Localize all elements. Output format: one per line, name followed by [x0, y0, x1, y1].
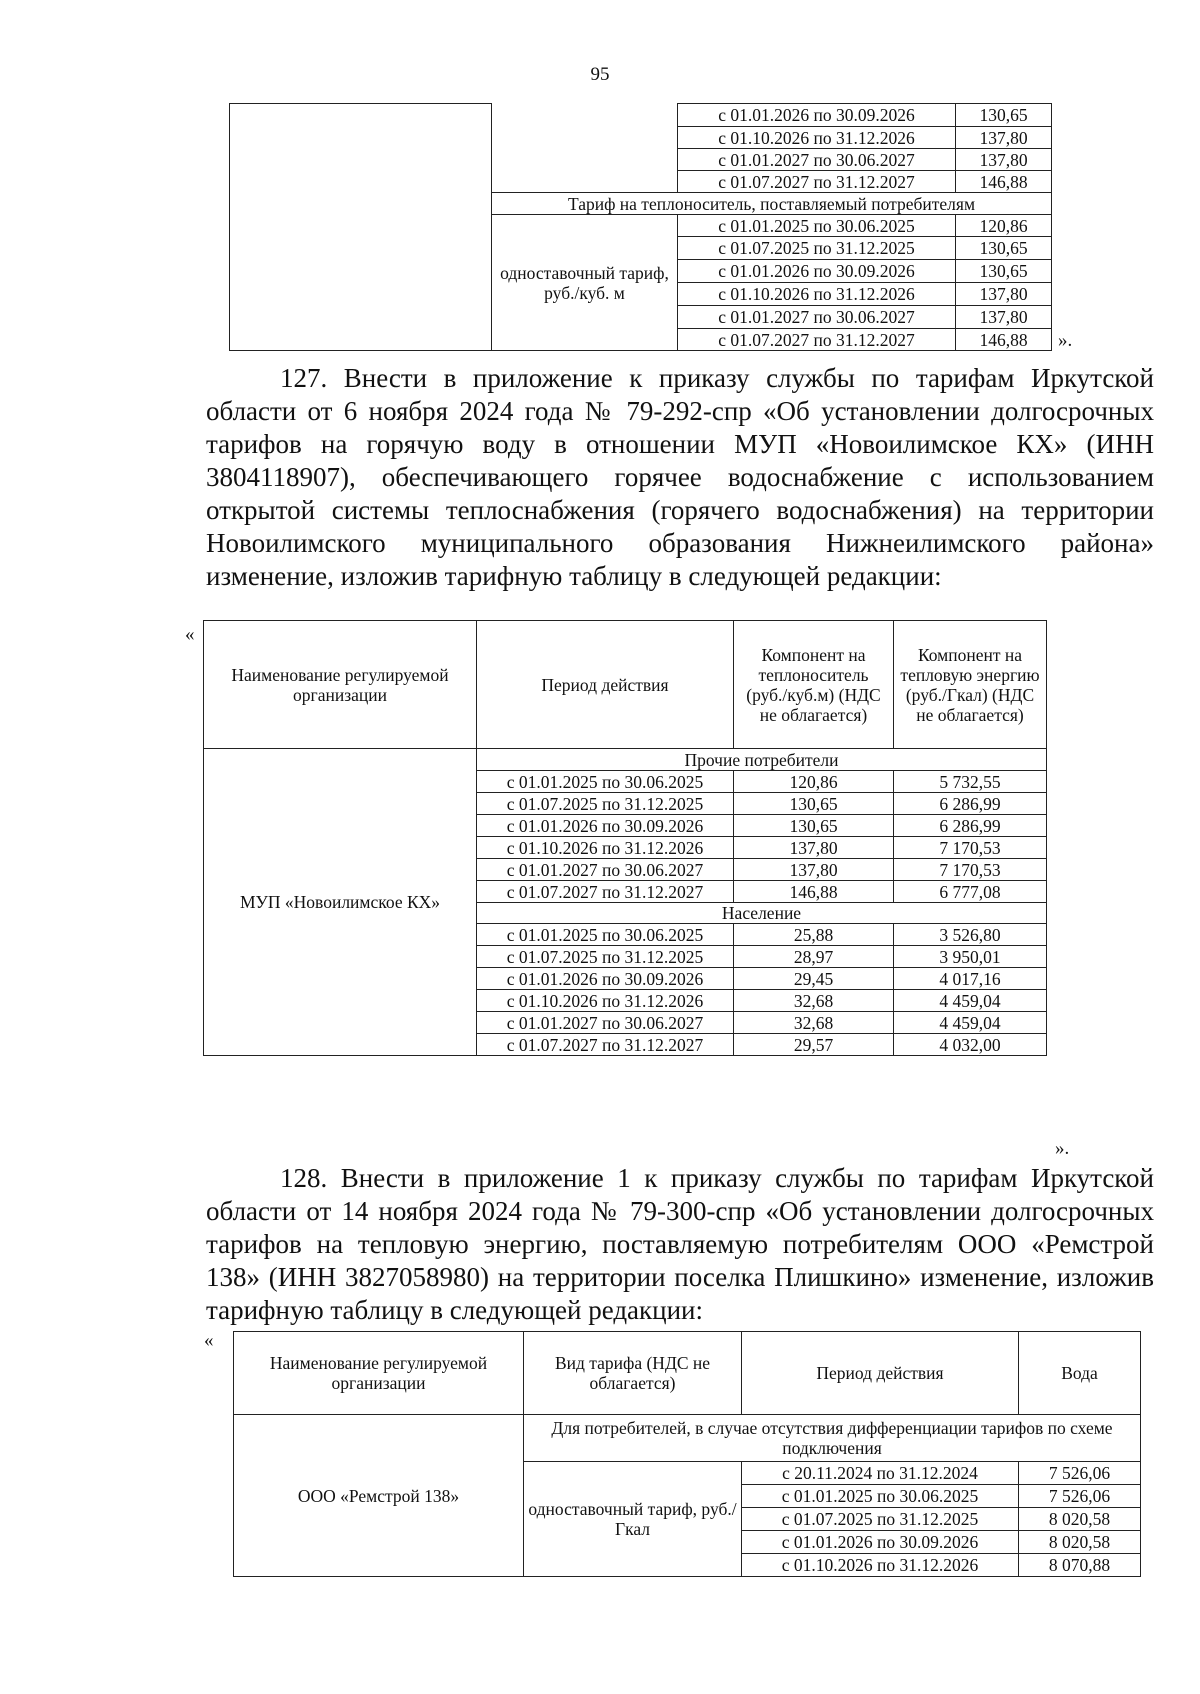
close-quote: ». [1058, 330, 1073, 351]
paragraph-128-text: 128. Внести в приложение 1 к приказу службы по тарифам Иркутской области от 14 ноября 2024 года № 79-300-спр «Об установлении долгосрочных тарифов на тепловую энергию, поставляемую потребителям ООО «Ремстрой 138» (ИНН 3827058980) на территории поселка Плишкино» изменение, изложив тарифную таблицу в следующей редакции: [206, 1163, 1154, 1325]
coolant-cell: 130,65 [734, 815, 894, 837]
coolant-cell: 32,68 [734, 1012, 894, 1034]
period-cell: с 01.07.2025 по 31.12.2025 [678, 237, 956, 260]
period-cell: с 01.01.2027 по 30.06.2027 [477, 859, 734, 881]
period-cell: с 01.01.2026 по 30.09.2026 [678, 104, 956, 127]
period-cell: с 01.01.2025 по 30.06.2025 [742, 1485, 1019, 1508]
table-top-continuation [229, 103, 1052, 351]
org-name-cell: МУП «Новоилимское КХ» [204, 749, 477, 1056]
energy-cell: 5 732,55 [894, 771, 1047, 793]
table-128 [233, 1331, 1141, 1577]
header-org: Наименование регулируемой организации [204, 621, 477, 749]
value-cell: 146,88 [956, 329, 1052, 351]
tariff-type-cell: одноставочный тариф, руб./Гкал [524, 1462, 742, 1577]
table-row [204, 749, 1047, 771]
paragraph-127-text: 127. Внести в приложение к приказу службы по тарифам Иркутской области от 6 ноября 2024 года № 79-292-спр «Об установлении долгосрочных тарифов на горячую воду в отношении МУП «Новоилимское КХ» (ИНН 3804118907), обеспечивающего горячее водоснабжение с использованием открытой системы теплоснабжения (горячего водоснабжения) на территории Новоилимского муниципального образования Нижнеилимского района» изменение, изложив тарифную таблицу в следующей редакции: [206, 363, 1154, 591]
period-cell: с 01.07.2027 по 31.12.2027 [477, 881, 734, 903]
coolant-cell: 137,80 [734, 837, 894, 859]
period-cell: с 01.01.2026 по 30.09.2026 [678, 260, 956, 283]
table-row [234, 1415, 1141, 1462]
period-cell: с 01.07.2027 по 31.12.2027 [678, 329, 956, 351]
org-name-cell: ООО «Ремстрой 138» [234, 1415, 524, 1577]
value-cell: 120,86 [956, 215, 1052, 237]
energy-cell: 4 459,04 [894, 1012, 1047, 1034]
value-cell: 8 070,88 [1019, 1554, 1141, 1577]
period-cell: с 01.01.2027 по 30.06.2027 [678, 149, 956, 171]
coolant-cell: 130,65 [734, 793, 894, 815]
period-cell: с 01.07.2025 по 31.12.2025 [477, 946, 734, 968]
period-cell: с 01.10.2026 по 31.12.2026 [742, 1554, 1019, 1577]
coolant-cell: 137,80 [734, 859, 894, 881]
value-cell: 130,65 [956, 260, 1052, 283]
coolant-cell: 29,57 [734, 1034, 894, 1056]
energy-cell: 4 459,04 [894, 990, 1047, 1012]
energy-cell: 3 950,01 [894, 946, 1047, 968]
value-cell: 146,88 [956, 171, 1052, 193]
period-cell: с 01.01.2025 по 30.06.2025 [678, 215, 956, 237]
value-cell: 130,65 [956, 104, 1052, 127]
period-cell: с 01.07.2025 по 31.12.2025 [477, 793, 734, 815]
period-cell: с 01.01.2025 по 30.06.2025 [477, 771, 734, 793]
table-127 [203, 620, 1047, 1056]
header-energy: Компонент на тепловую энергию (руб./Гкал) (НДС не облагается) [894, 621, 1047, 749]
energy-cell: 7 170,53 [894, 859, 1047, 881]
section-header: Тариф на теплоноситель, поставляемый потребителям [492, 193, 1052, 215]
value-cell: 7 526,06 [1019, 1485, 1141, 1508]
coolant-cell: 146,88 [734, 881, 894, 903]
group-header: Для потребителей, в случае отсутствия дифференциации тарифов по схеме подключения [524, 1415, 1141, 1462]
period-cell: с 01.10.2026 по 31.12.2026 [678, 283, 956, 306]
period-cell: с 01.01.2025 по 30.06.2025 [477, 924, 734, 946]
header-period: Период действия [742, 1332, 1019, 1415]
value-cell: 8 020,58 [1019, 1531, 1141, 1554]
empty-org-cell [230, 104, 492, 351]
group-header-population: Население [477, 903, 1047, 924]
energy-cell: 4 017,16 [894, 968, 1047, 990]
period-cell: с 01.01.2026 по 30.09.2026 [477, 815, 734, 837]
table-row [230, 104, 1052, 127]
paragraph-127 [206, 362, 1154, 593]
header-water: Вода [1019, 1332, 1141, 1415]
energy-cell: 6 777,08 [894, 881, 1047, 903]
open-quote: « [204, 1330, 214, 1351]
header-org: Наименование регулируемой организации [234, 1332, 524, 1415]
energy-cell: 6 286,99 [894, 793, 1047, 815]
empty-type-cell [492, 104, 678, 193]
paragraph-128 [206, 1162, 1154, 1327]
period-cell: с 20.11.2024 по 31.12.2024 [742, 1462, 1019, 1485]
page-number: 95 [590, 64, 610, 85]
coolant-cell: 120,86 [734, 771, 894, 793]
period-cell: с 01.07.2025 по 31.12.2025 [742, 1508, 1019, 1531]
period-cell: с 01.10.2026 по 31.12.2026 [477, 990, 734, 1012]
period-cell: с 01.07.2027 по 31.12.2027 [477, 1034, 734, 1056]
energy-cell: 4 032,00 [894, 1034, 1047, 1056]
value-cell: 137,80 [956, 149, 1052, 171]
coolant-cell: 32,68 [734, 990, 894, 1012]
period-cell: с 01.07.2027 по 31.12.2027 [678, 171, 956, 193]
energy-cell: 7 170,53 [894, 837, 1047, 859]
value-cell: 137,80 [956, 283, 1052, 306]
table-header-row [234, 1332, 1141, 1415]
value-cell: 130,65 [956, 237, 1052, 260]
coolant-cell: 29,45 [734, 968, 894, 990]
open-quote: « [185, 624, 195, 645]
energy-cell: 6 286,99 [894, 815, 1047, 837]
period-cell: с 01.01.2026 по 30.09.2026 [477, 968, 734, 990]
header-tariff-type: Вид тарифа (НДС не облагается) [524, 1332, 742, 1415]
period-cell: с 01.10.2026 по 31.12.2026 [477, 837, 734, 859]
tariff-type-cell: одноставочный тариф, руб./куб. м [492, 215, 678, 351]
energy-cell: 3 526,80 [894, 924, 1047, 946]
value-cell: 137,80 [956, 306, 1052, 329]
coolant-cell: 28,97 [734, 946, 894, 968]
value-cell: 137,80 [956, 127, 1052, 149]
value-cell: 7 526,06 [1019, 1462, 1141, 1485]
period-cell: с 01.01.2027 по 30.06.2027 [678, 306, 956, 329]
header-period: Период действия [477, 621, 734, 749]
period-cell: с 01.01.2026 по 30.09.2026 [742, 1531, 1019, 1554]
close-quote: ». [1055, 1138, 1070, 1159]
period-cell: с 01.01.2027 по 30.06.2027 [477, 1012, 734, 1034]
coolant-cell: 25,88 [734, 924, 894, 946]
value-cell: 8 020,58 [1019, 1508, 1141, 1531]
period-cell: с 01.10.2026 по 31.12.2026 [678, 127, 956, 149]
header-coolant: Компонент на теплоноситель (руб./куб.м) (НДС не облагается) [734, 621, 894, 749]
group-header-other: Прочие потребители [477, 749, 1047, 771]
table-header-row [204, 621, 1047, 749]
